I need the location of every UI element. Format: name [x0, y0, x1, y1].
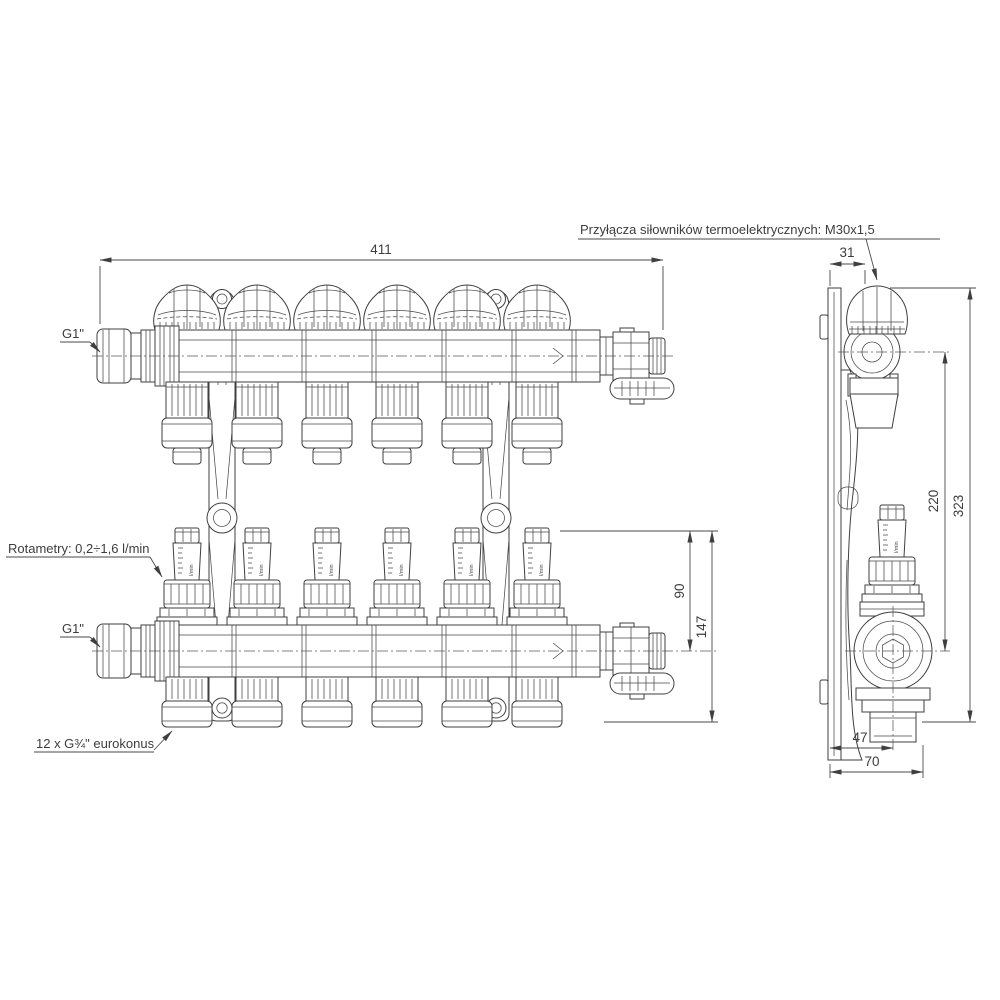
rotameter	[367, 528, 427, 625]
front-view	[92, 285, 718, 727]
label-inlet-bottom	[60, 621, 100, 647]
rotameter	[227, 528, 287, 625]
valve-dome	[294, 285, 361, 330]
valve-dome	[154, 285, 221, 330]
eurokonus-outlet	[302, 677, 352, 727]
top-manifold-bar	[97, 285, 674, 464]
dim-70-value: 70	[864, 754, 880, 769]
dim-147-value: 147	[694, 615, 709, 639]
dim-axis-span	[926, 352, 945, 651]
valve-dome	[224, 285, 291, 330]
svg-text:Rotametry: 0,2÷1,6 l/min: Rotametry: 0,2÷1,6 l/min	[8, 541, 150, 556]
svg-text:G1": G1"	[62, 621, 84, 636]
dim-323-value: 323	[951, 494, 966, 518]
side-view	[820, 286, 950, 760]
dim-width-value: 411	[370, 242, 392, 257]
dim-31-value: 31	[839, 245, 855, 260]
eurokonus-outlet	[512, 382, 562, 464]
eurokonus-outlet	[162, 677, 212, 727]
dim-90-value: 90	[672, 583, 687, 599]
eurokonus-outlet	[442, 677, 492, 727]
eurokonus-outlet	[232, 382, 282, 464]
eurokonus-outlet	[372, 677, 422, 727]
eurokonus-outlet	[232, 677, 282, 727]
bottom-manifold-bar	[97, 528, 674, 727]
eurokonus-outlet	[302, 382, 352, 464]
rotameter	[507, 528, 567, 625]
eurokonus-outlet	[162, 382, 212, 464]
label-inlet-top	[60, 326, 100, 352]
eurokonus-outlet	[372, 382, 422, 464]
dim-47-value: 47	[852, 730, 868, 745]
label-actuator-connections	[578, 222, 940, 280]
label-eurokonus	[34, 731, 172, 752]
svg-text:Przyłącza siłowników termoelek: Przyłącza siłowników termoelektrycznych: M30x1,5	[580, 222, 875, 237]
side-top-assembly	[844, 286, 907, 428]
rotameter	[297, 528, 357, 625]
eurokonus-outlet	[512, 677, 562, 727]
label-rotameters	[6, 541, 162, 577]
end-valve-top	[600, 328, 674, 404]
valve-dome	[504, 285, 571, 330]
dim-actuator-offset	[830, 245, 865, 286]
bracket-plate	[828, 288, 841, 760]
rotameter	[157, 528, 217, 625]
end-valve-bottom	[600, 623, 674, 699]
svg-text:G1": G1"	[62, 326, 84, 341]
dim-220-value: 220	[926, 489, 941, 513]
dim-front-height	[694, 531, 712, 722]
drawing-svg: l/min 411 90 147 31 220 323 47 70 Przyłącza siłowników termoelektrycznych: M30x1,5 G1" G1" Rotametry: 0,2÷1,6 l/min 12 x G¾" eurokonus	[0, 0, 1000, 1000]
svg-text:12 x G¾" eurokonus: 12 x G¾" eurokonus	[36, 736, 155, 751]
rotameter-side	[862, 505, 922, 602]
valve-dome	[364, 285, 431, 330]
